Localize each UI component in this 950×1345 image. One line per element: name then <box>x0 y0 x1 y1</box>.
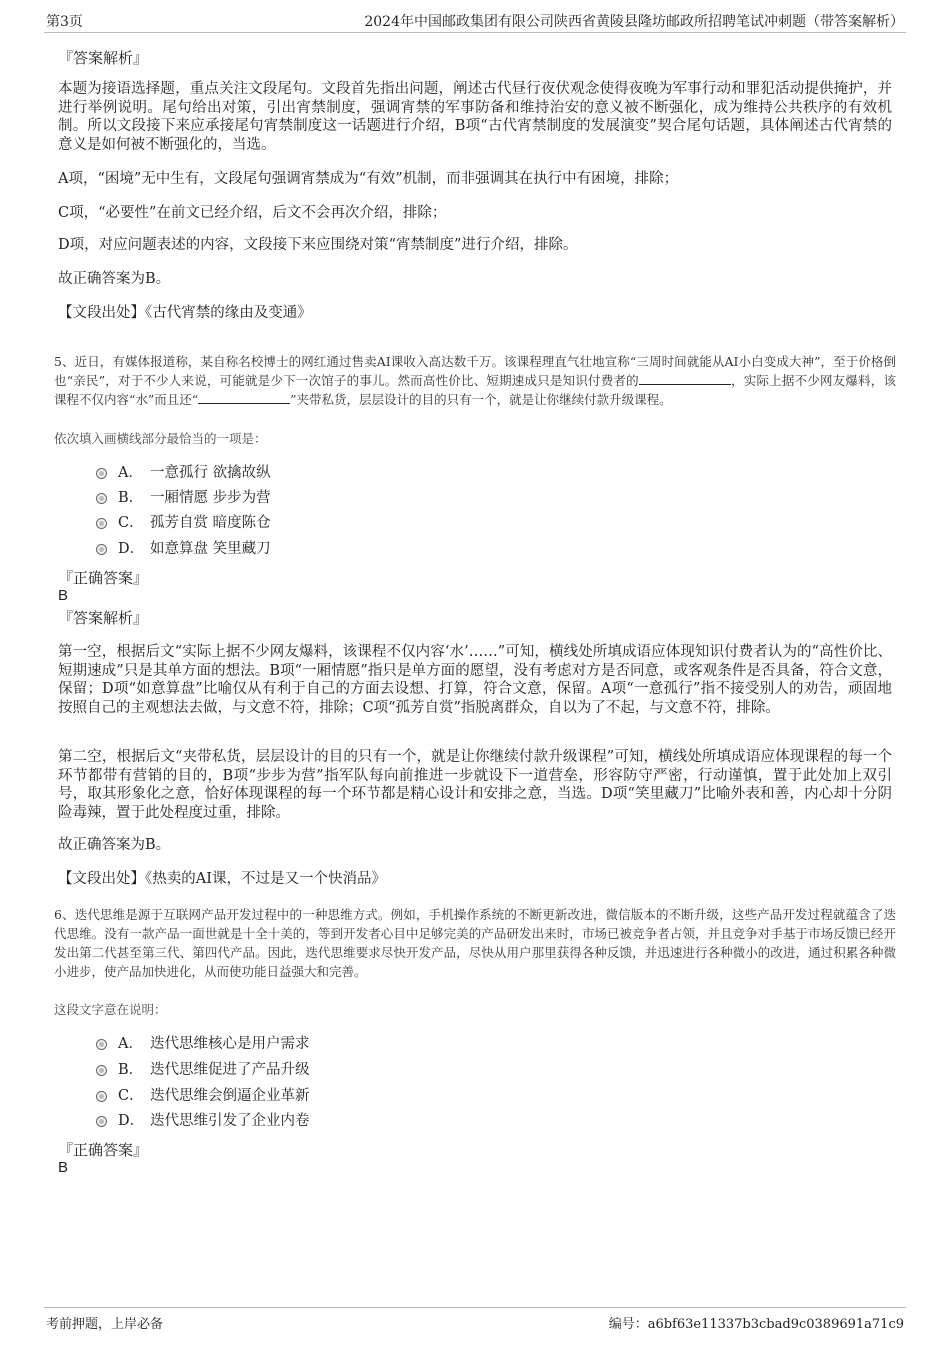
q4-conclusion: 故正确答案为B。 <box>58 271 171 287</box>
radio-icon[interactable] <box>96 544 107 555</box>
q5-option-d-text: 如意算盘 笑里藏刀 <box>150 541 271 557</box>
q5-option-d-letter: D． <box>118 541 145 557</box>
q4-analysis-text: 本题为接语选择题，重点关注文段尾句。文段首先指出问题，阐述古代昼行夜伏观念使得夜晚为军事行动和罪犯活动提供掩护，并进行举例说明。尾句给出对策，引出宵禁制度，强调宵禁的军事防备和维持治安的意义被不断强化，成为维持公共秩序的有效机制。所以文段接下来应承接尾句宵禁制度这一话题进行介绍，B项“古代宵禁制度的发展演变”契合尾句话题，具体阐述古代宵禁的意义是如何被不断强化的，当选。 <box>58 81 892 153</box>
q6-option-a-letter: A． <box>118 1036 143 1052</box>
q6-answer: B <box>58 1159 69 1176</box>
q5-stem-part-1: 5、近日，有媒体报道称，某自称名校博士的网红通过售卖AI课收入高达数千万。该课程理直气壮地宣称“三周时间就能从AI小白变成大神”，至于价格倒也“亲民”，对于不少人来说，可能就是少下一次馆子的事儿。然而高性价比、短期速成只是知识付费者的 <box>54 354 896 388</box>
q4-option-a-analysis: A项，“困境”无中生有，文段尾句强调宵禁成为“有效”机制，而非强调其在执行中有困境，排除； <box>58 171 679 187</box>
header-divider <box>44 32 906 33</box>
q6-option-c-text: 迭代思维会倒逼企业革新 <box>150 1088 310 1104</box>
q6-option-c[interactable] <box>96 1087 310 1105</box>
q5-analysis-2: 第二空，根据后文“夹带私货，层层设计的目的只有一个，就是让你继续付款升级课程”可知，横线处所填成语应体现课程的每一个环节都带有营销的目的，B项“步步为营”指军队每向前推进一步就设下一道营垒，形容防守严密，行动谨慎，置于此处加上双引号，取其形象化之意，恰好体现课程的每一个环节都是精心设计和安排之意，当选。D项“笑里藏刀”比喻外表和善，内心却十分阴险毒辣，置于此处程度过重，排除。 <box>58 749 892 821</box>
q5-answer: B <box>58 587 69 604</box>
q6-option-b[interactable] <box>96 1061 310 1079</box>
q4-analysis-label: 『答案解析』 <box>58 49 149 67</box>
q5-conclusion: 故正确答案为B。 <box>58 837 171 853</box>
radio-icon[interactable] <box>96 1116 107 1127</box>
radio-icon[interactable] <box>96 468 107 479</box>
q5-stem-part-3: ”夹带私货，层层设计的目的只有一个，就是让你继续付款升级课程。 <box>290 392 672 407</box>
q5-option-a-text: 一意孤行 欲擒故纵 <box>150 465 271 481</box>
q6-option-b-letter: B． <box>118 1062 144 1078</box>
radio-icon[interactable] <box>96 518 107 529</box>
radio-icon[interactable] <box>96 1065 107 1076</box>
q4-option-d-analysis: D项，对应问题表述的内容，文段接下来应围绕对策“宵禁制度”进行介绍，排除。 <box>58 237 578 253</box>
q5-answer-label: 『正确答案』 <box>58 569 149 587</box>
document-id: 编号：a6bf63e11337b3cbad9c0389691a71c9 <box>608 1317 904 1332</box>
radio-icon[interactable] <box>96 1091 107 1102</box>
q5-option-c-letter: C． <box>118 515 144 531</box>
footer-slogan: 考前押题，上岸必备 <box>46 1317 164 1332</box>
q5-option-c[interactable] <box>96 514 271 532</box>
q5-option-c-text: 孤芳自赏 暗度陈仓 <box>150 515 271 531</box>
q5-stem <box>54 352 896 409</box>
q6-option-d[interactable] <box>96 1112 310 1130</box>
q5-option-b-letter: B． <box>118 490 144 506</box>
page-number: 第3页 <box>46 14 83 30</box>
q5-option-a[interactable] <box>96 464 271 482</box>
q5-blank-1 <box>639 373 731 385</box>
q5-blank-2 <box>198 392 290 404</box>
q5-analysis-1: 第一空，根据后文“实际上据不少网友爆料，该课程不仅内容‘水’……”可知，横线处所填成语应体现知识付费者认为的“高性价比、短期速成”只是其单方面的想法。B项“一厢情愿”指只是单方面的愿望，没有考虑对方是否同意，或客观条件是否具备，符合文意，保留；D项“如意算盘”比喻仅从有利于自己的方面去设想、打算，符合文意，保留。A项“一意孤行”指不接受别人的劝告，顽固地按照自己的主观想法去做，与文意不符，排除；C项“孤芳自赏”指脱离群众，自以为了不起，与文意不符，排除。 <box>58 644 892 716</box>
q6-option-d-text: 迭代思维引发了企业内卷 <box>150 1113 310 1129</box>
q6-answer-label: 『正确答案』 <box>58 1141 149 1159</box>
q5-option-b-text: 一厢情愿 步步为营 <box>150 490 271 506</box>
q6-option-a[interactable] <box>96 1035 310 1053</box>
q6-option-b-text: 迭代思维促进了产品升级 <box>150 1062 310 1078</box>
q4-source: 【文段出处】《古代宵禁的缘由及变通》 <box>58 305 312 321</box>
radio-icon[interactable] <box>96 493 107 504</box>
q6-option-d-letter: D． <box>118 1113 145 1129</box>
q6-option-c-letter: C． <box>118 1088 144 1104</box>
q6-option-a-text: 迭代思维核心是用户需求 <box>150 1036 310 1052</box>
q5-stem-part-2: ，实际上据不少网友爆料，该课程不仅内容“水”而且还“ <box>54 373 896 407</box>
q5-source: 【文段出处】《热卖的AI课，不过是又一个快消品》 <box>58 871 386 887</box>
q6-stem: 6、迭代思维是源于互联网产品开发过程中的一种思维方式。例如，手机操作系统的不断更新改进，微信版本的不断升级，这些产品开发过程就蕴含了迭代思维。没有一款产品一面世就是十全十美的，等到开发者心目中足够完美的产品研发出来时，市场已被竞争者占领，并且竞争对手基于市场反馈已经开发出第二代甚至第三代、第四代产品。因此，迭代思维要求尽快开发产品，尽快从用户那里获得各种反馈，并迅速进行各种微小的改进，通过积累各种微小进步，使产品加快进化，从而使功能日益强大和完善。 <box>54 907 896 979</box>
document-title: 2024年中国邮政集团有限公司陕西省黄陵县隆坊邮政所招聘笔试冲刺题（带答案解析） <box>364 14 904 30</box>
q5-option-b[interactable] <box>96 489 271 507</box>
q5-option-d[interactable] <box>96 540 271 558</box>
q6-prompt: 这段文字意在说明： <box>54 1002 167 1017</box>
q5-analysis-label: 『答案解析』 <box>58 609 149 627</box>
q5-prompt: 依次填入画横线部分最恰当的一项是： <box>54 431 267 446</box>
q4-option-c-analysis: C项，“必要性”在前文已经介绍，后文不会再次介绍，排除； <box>58 205 447 221</box>
radio-icon[interactable] <box>96 1039 107 1050</box>
q5-option-a-letter: A． <box>118 465 143 481</box>
footer-divider <box>44 1307 906 1308</box>
